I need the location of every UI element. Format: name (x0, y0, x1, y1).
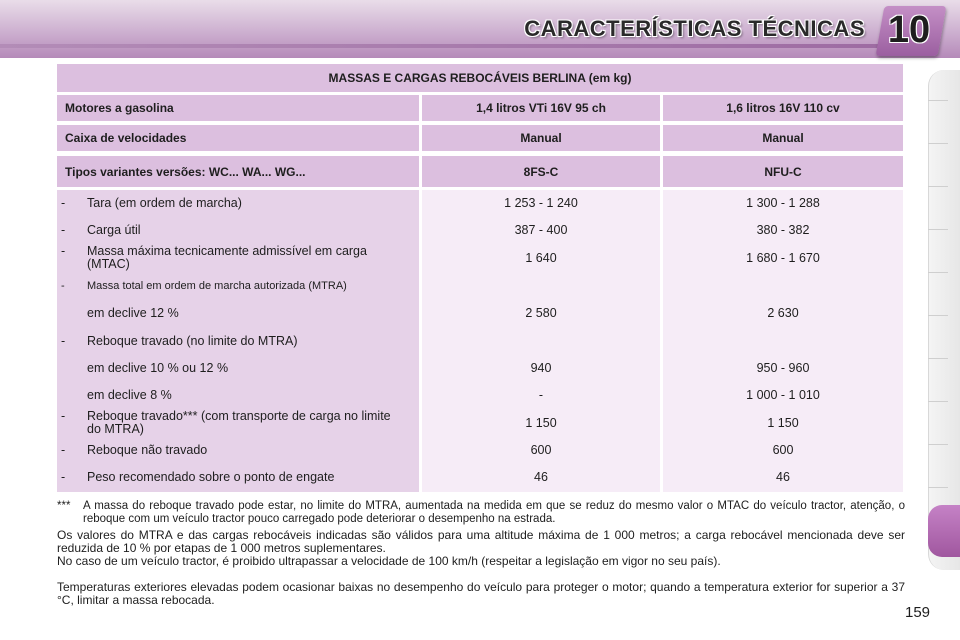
section-title: CARACTERÍSTICAS TÉCNICAS (524, 16, 865, 41)
row-value-col1: 940 (530, 361, 552, 375)
row-value-col1: 46 (534, 470, 548, 484)
row-dash: - (61, 334, 66, 348)
row-dash: - (61, 196, 66, 210)
table-row (57, 307, 903, 321)
row-gearbox-col1: Manual (422, 125, 660, 151)
footnote-text: A massa do reboque travado pode estar, no limite do MTRA, aumentada na medida em que se reduz do mesmo valor o MTAC do veículo tractor, atenção, o reboque com um veículo tractor pouco carregado pode deteriorar o desempenho na estrada. (83, 500, 905, 525)
table-row (57, 280, 903, 294)
tab-divider (928, 315, 948, 316)
row-value-col2: 2 630 (767, 306, 799, 320)
row-variants-col1: 8FS-C (422, 156, 660, 187)
row-value-col2: 600 (772, 443, 794, 457)
row-value-col2: 1 000 - 1 010 (746, 388, 820, 402)
paragraph-speed: No caso de um veículo tractor, é proibido ultrapassar a velocidade de 100 km/h (respeitar a legislação em vigor no seu país). (57, 554, 721, 568)
row-engine-label: Motores a gasolina (57, 95, 419, 121)
row-dash: - (61, 443, 66, 457)
row-value-col2: 1 300 - 1 288 (746, 196, 820, 210)
tab-divider (928, 272, 948, 273)
chapter-tab-active[interactable] (928, 505, 960, 557)
row-label: Reboque travado (no limite do MTRA) (87, 334, 298, 348)
tab-divider (928, 229, 948, 230)
row-dash: - (61, 244, 66, 258)
row-value-col2: 1 680 - 1 670 (746, 251, 820, 265)
row-gearbox-label: Caixa de velocidades (57, 125, 419, 151)
footnote-marker: *** (57, 500, 71, 512)
row-variants-label: Tipos variantes versões: WC... WA... WG... (57, 156, 419, 187)
tab-divider (928, 487, 948, 488)
row-value-col2: 950 - 960 (756, 361, 810, 375)
tab-divider (928, 444, 948, 445)
table-row (57, 197, 903, 211)
row-label: Massa total em ordem de marcha autorizada (MTRA) (87, 280, 347, 292)
table-row (57, 389, 903, 403)
row-value-col1: 600 (530, 443, 552, 457)
row-label: Reboque não travado (87, 443, 208, 457)
row-dash: - (61, 223, 66, 237)
chapter-number: 10 (887, 9, 931, 51)
row-dash: - (61, 280, 65, 292)
row-gearbox-col2: Manual (663, 125, 903, 151)
table-row (57, 362, 903, 376)
row-label: Peso recomendado sobre o ponto de engate (87, 470, 335, 484)
row-label: Reboque travado*** (com transporte de carga no limite do MTRA) (87, 409, 391, 436)
row-engine-col2: 1,6 litros 16V 110 cv (663, 95, 903, 121)
tab-divider (928, 401, 948, 402)
header-divider (0, 44, 900, 48)
row-value-col1: 2 580 (525, 306, 557, 320)
table-row (57, 335, 903, 349)
paragraph-temperature: Temperaturas exteriores elevadas podem ocasionar baixas no desempenho do veículo para proteger o motor; quando a temperatura exterior for superior a 37 °C, limitar a massa rebocada. (57, 580, 905, 607)
row-dash: - (61, 470, 66, 484)
row-value-col1: 1 253 - 1 240 (504, 196, 578, 210)
row-label: em declive 8 % (87, 388, 172, 402)
row-value-col1: 1 640 (525, 251, 557, 265)
row-label: Tara (em ordem de marcha) (87, 196, 242, 210)
row-label: Carga útil (87, 223, 141, 237)
table-row (57, 245, 903, 273)
row-value-col2: 1 150 (767, 416, 799, 430)
tab-divider (928, 358, 948, 359)
table-row (57, 410, 903, 438)
row-engine-col1: 1,4 litros VTi 16V 95 ch (422, 95, 660, 121)
chapter-tab-strip (928, 70, 960, 570)
tab-divider (928, 186, 948, 187)
table-row (57, 444, 903, 458)
page-number: 159 (905, 604, 931, 621)
row-dash: - (61, 409, 66, 423)
row-label: em declive 12 % (87, 306, 179, 320)
row-value-col1: 387 - 400 (514, 223, 568, 237)
tab-divider (928, 143, 948, 144)
paragraph-altitude: Os valores do MTRA e das cargas rebocáveis indicadas são válidos para uma altitude máxima de 1 000 metros; a carga rebocável mencionada deve ser reduzida de 10 % por etapas de 1 000 metros suplementares. (57, 528, 905, 555)
row-value-col1: - (538, 388, 544, 402)
row-value-col2: 46 (776, 470, 790, 484)
tab-divider (928, 100, 948, 101)
table-row (57, 224, 903, 238)
row-variants-col2: NFU-C (663, 156, 903, 187)
table-row (57, 471, 903, 485)
row-value-col1: 1 150 (525, 416, 557, 430)
table-title: MASSAS E CARGAS REBOCÁVEIS BERLINA (em kg) (57, 64, 903, 92)
row-label: Massa máxima tecnicamente admissível em carga (MTAC) (87, 244, 367, 271)
row-label: em declive 10 % ou 12 % (87, 361, 229, 375)
row-value-col2: 380 - 382 (756, 223, 810, 237)
footnote (57, 500, 905, 525)
